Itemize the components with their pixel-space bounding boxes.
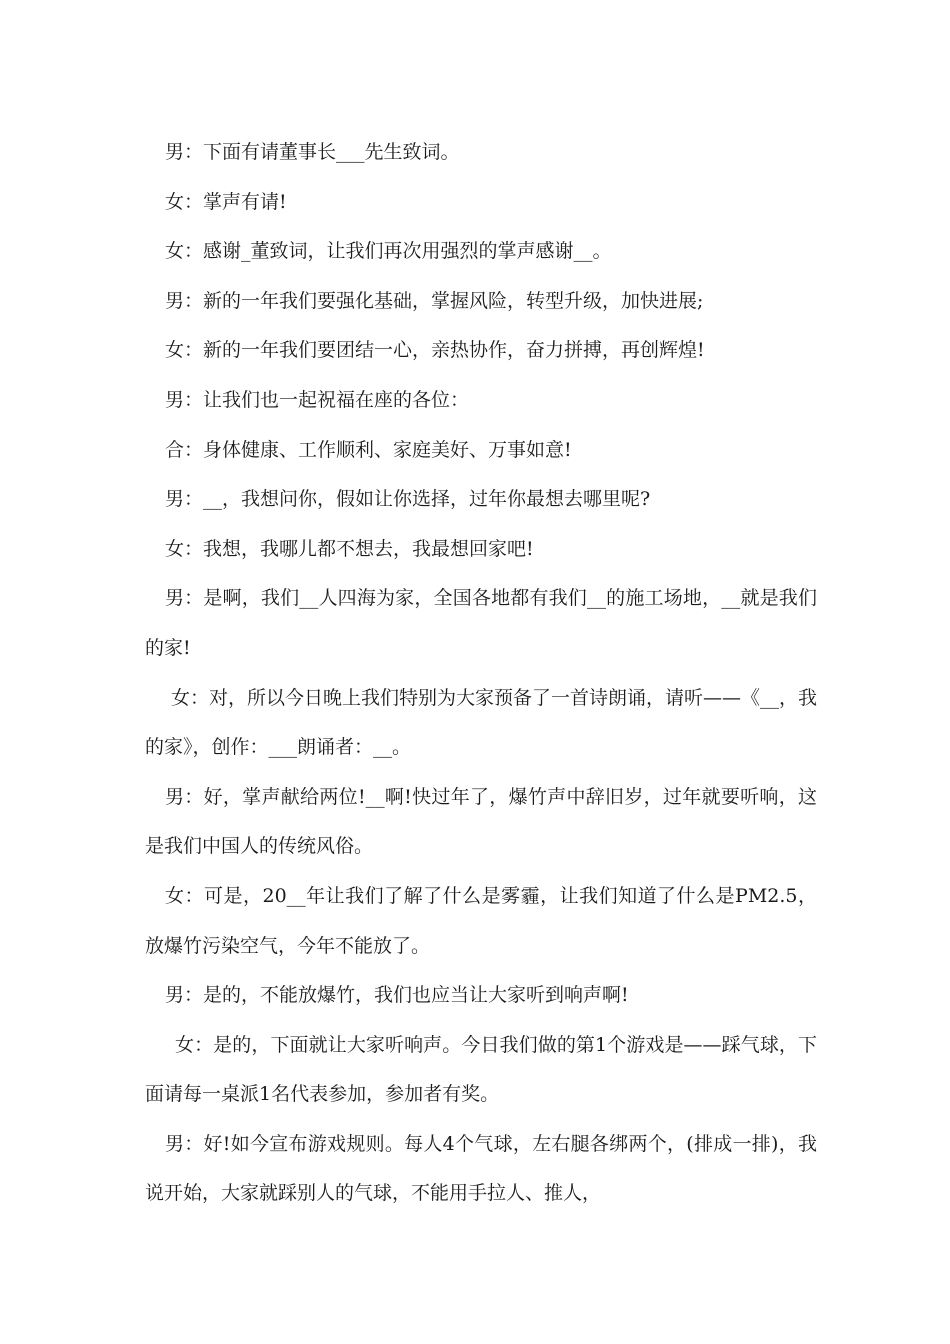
- paragraph: 合：身体健康、工作顺利、家庭美好、万事如意!: [165, 438, 572, 461]
- paragraph: 女：新的一年我们要团结一心，亲热协作，奋力拼搏，再创辉煌!: [165, 339, 705, 362]
- paragraph: 男：是的，不能放爆竹，我们也应当让大家听到响声啊!: [165, 984, 629, 1007]
- paragraph: 女：可是，20__年让我们了解了什么是雾霾，让我们知道了什么是PM2.5，放爆竹污染空气，今年不能放了。: [145, 884, 817, 957]
- paragraph: 女：感谢_董致词，让我们再次用强烈的掌声感谢__。: [165, 240, 612, 263]
- paragraph: 男：下面有请董事长___先生致词。: [165, 141, 460, 163]
- paragraph: 男：是啊，我们__人四海为家，全国各地都有我们__的施工场地，__就是我们的家!: [145, 587, 817, 659]
- paragraph: 女：是的，下面就让大家听响声。今日我们做的第1个游戏是——踩气球，下面请每一桌派1名代表参加，参加者有奖。: [145, 1033, 817, 1106]
- paragraph: 男：新的一年我们要强化基础，掌握风险，转型升级，加快进展;: [165, 289, 704, 312]
- paragraph: 女：掌声有请!: [165, 190, 287, 213]
- paragraph: 女：对，所以今日晚上我们特别为大家预备了一首诗朗诵，请听——《__，我的家》，创作：___朗诵者：__。: [145, 686, 818, 759]
- paragraph: 男：让我们也一起祝福在座的各位：: [165, 388, 470, 411]
- paragraph: 男：__，我想问你，假如让你选择，过年你最想去哪里呢?: [165, 488, 651, 511]
- document-body: [145, 128, 817, 1219]
- paragraph: 男：好!如今宣布游戏规则。每人4个气球，左右腿各绑两个，(排成一排)，我说开始，大家就踩别人的气球，不能用手拉人、推人，: [145, 1132, 817, 1205]
- paragraph: 男：好，掌声献给两位!__啊!快过年了，爆竹声中辞旧岁，过年就要听响，这是我们中国人的传统风俗。: [145, 785, 817, 858]
- paragraph: 女：我想，我哪儿都不想去，我最想回家吧!: [165, 537, 534, 560]
